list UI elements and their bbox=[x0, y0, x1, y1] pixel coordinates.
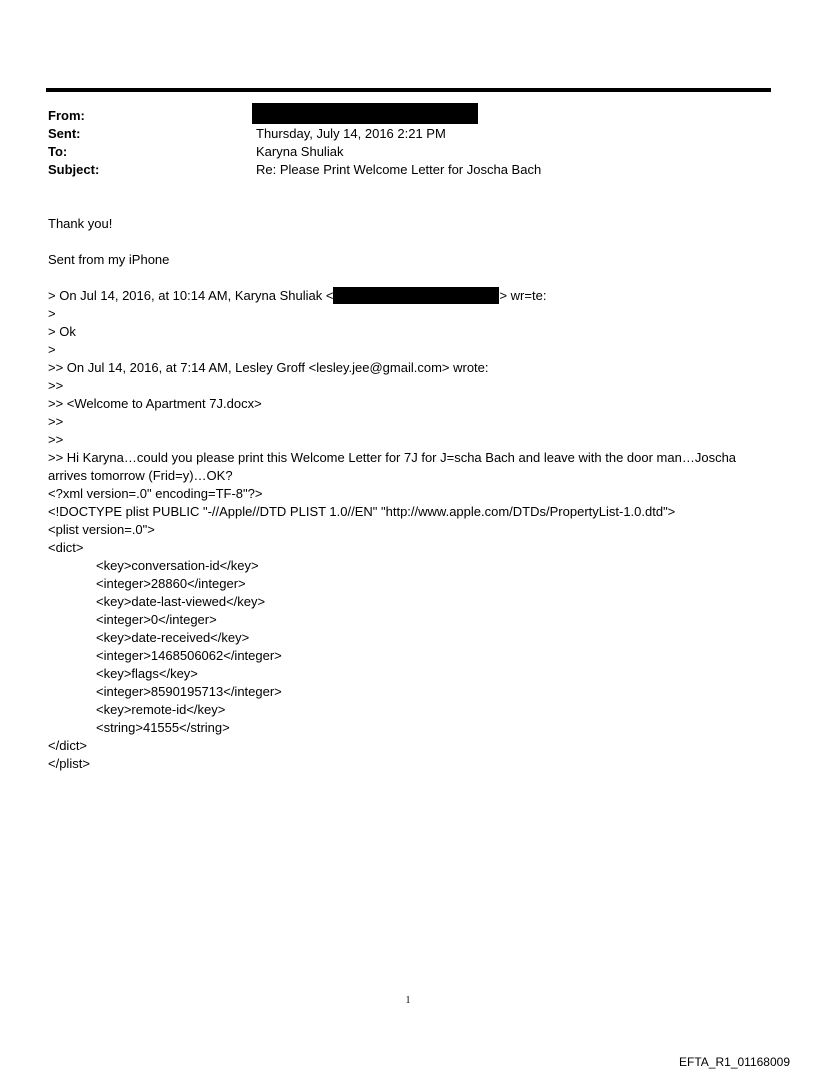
plist-entry: <integer>8590195713</integer> bbox=[96, 684, 282, 699]
plist-entry: <key>conversation-id</key> bbox=[96, 558, 259, 573]
plist-entry: <integer>1468506062</integer> bbox=[96, 648, 282, 663]
xml-declaration: <?xml version=.0" encoding=TF-8"?> bbox=[48, 486, 263, 501]
plist-entry: <string>41555</string> bbox=[96, 720, 230, 735]
to-label: To: bbox=[48, 144, 68, 159]
to-value: Karyna Shuliak bbox=[256, 144, 344, 159]
quote-line: >> bbox=[48, 432, 64, 447]
plist-entry: <key>flags</key> bbox=[96, 666, 198, 681]
quote-line: > bbox=[48, 342, 56, 357]
attachment-line: >> <Welcome to Apartment 7J.docx> bbox=[48, 396, 262, 411]
plist-entry: <integer>28860</integer> bbox=[96, 576, 246, 591]
from-label: From: bbox=[48, 108, 85, 123]
plist-close: </plist> bbox=[48, 756, 90, 771]
email-redaction bbox=[333, 287, 499, 304]
quote-line: >> bbox=[48, 378, 64, 393]
dict-open: <dict> bbox=[48, 540, 84, 555]
quote-intro-start: > On Jul 14, 2016, at 10:14 AM, Karyna Shuliak < bbox=[48, 288, 334, 303]
blank-line bbox=[48, 269, 768, 287]
plist-entry: <key>remote-id</key> bbox=[96, 702, 226, 717]
bates-number: EFTA_R1_01168009 bbox=[679, 1055, 790, 1069]
from-redaction bbox=[252, 103, 478, 124]
plist-entry: <key>date-last-viewed</key> bbox=[96, 594, 266, 609]
doctype-line: <!DOCTYPE plist PUBLIC "-//Apple//DTD PLIST 1.0//EN" "http://www.apple.com/DTDs/PropertyList-1.0.dtd"> bbox=[48, 504, 676, 519]
plist-open: <plist version=.0"> bbox=[48, 522, 155, 537]
quote-line: > bbox=[48, 306, 56, 321]
blank-line bbox=[48, 233, 768, 251]
signature-line: Sent from my iPhone bbox=[48, 252, 170, 267]
plist-entry: <key>date-received</key> bbox=[96, 630, 250, 645]
lesley-intro-line: >> On Jul 14, 2016, at 7:14 AM, Lesley Groff <lesley.jee@gmail.com> wrote: bbox=[48, 360, 489, 375]
subject-label: Subject: bbox=[48, 162, 100, 177]
sent-value: Thursday, July 14, 2016 2:21 PM bbox=[256, 126, 446, 141]
email-body bbox=[48, 215, 768, 773]
request-paragraph: >> Hi Karyna…could you please print this Welcome Letter for 7J for J=scha Bach and leave with the door man…Joscha arrives tomorrow (Frid=y)…OK? bbox=[48, 450, 740, 483]
plist-entry: <integer>0</integer> bbox=[96, 612, 217, 627]
subject-value: Re: Please Print Welcome Letter for Joscha Bach bbox=[256, 162, 542, 177]
thank-you-line: Thank you! bbox=[48, 216, 113, 231]
quote-intro-line bbox=[48, 287, 768, 305]
quote-intro-end: > wr=te: bbox=[499, 288, 547, 303]
quote-line: > Ok bbox=[48, 324, 76, 339]
quote-line: >> bbox=[48, 414, 64, 429]
page-number: 1 bbox=[405, 995, 411, 1006]
header-divider bbox=[46, 88, 771, 92]
dict-close: </dict> bbox=[48, 738, 88, 753]
sent-label: Sent: bbox=[48, 126, 81, 141]
